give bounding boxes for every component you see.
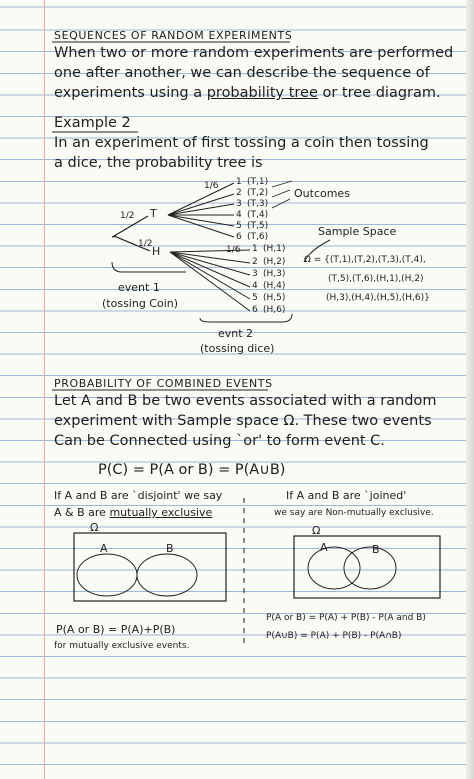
outcome-t2: (T,2) bbox=[247, 188, 269, 198]
mutually-exclusive-term: mutually exclusive bbox=[109, 506, 213, 519]
venn-left-frame bbox=[74, 533, 226, 601]
combined-line-1: Let A and B be two events associated with a random bbox=[54, 393, 437, 409]
outcomes-pointer bbox=[272, 181, 292, 208]
venn-left-b bbox=[137, 554, 197, 596]
outcome-h4: (H,4) bbox=[263, 281, 286, 291]
intro-line-3-post: or tree diagram. bbox=[322, 85, 441, 101]
coin-label-t: T bbox=[150, 207, 157, 220]
joined-line-2: we say are Non-mutually exclusive. bbox=[274, 508, 434, 518]
intro-line-1: When two or more random experiments are performed bbox=[54, 45, 454, 61]
combined-line-2: experiment with Sample space Ω. These two events bbox=[54, 413, 432, 429]
t-face-4: 4 bbox=[236, 210, 242, 220]
intro-line-3-pre: experiments using a bbox=[54, 85, 203, 101]
outcome-h5: (H,5) bbox=[263, 293, 286, 303]
outcomes-label: Outcomes bbox=[294, 187, 350, 200]
intro-line-2: one after another, we can describe the sequence of bbox=[54, 65, 430, 81]
event2-desc: (tossing dice) bbox=[200, 342, 275, 355]
h-face-4: 4 bbox=[252, 281, 258, 291]
non-mutually-exclusive-formula-1: P(A or B) = P(A) + P(B) - P(A and B) bbox=[266, 613, 426, 623]
example-line-2: a dice, the probability tree is bbox=[54, 155, 263, 171]
event1-bracket bbox=[112, 262, 186, 272]
outcome-h1: (H,1) bbox=[263, 244, 286, 254]
event1-desc: (tossing Coin) bbox=[102, 297, 179, 310]
non-mutually-exclusive-formula-2: P(A∪B) = P(A) + P(B) - P(A∩B) bbox=[266, 631, 402, 641]
sample-space-line-1: Ω = {(T,1),(T,2),(T,3),(T,4), bbox=[304, 255, 426, 265]
h-face-5: 5 bbox=[252, 293, 258, 303]
probability-tree-term: probability tree bbox=[206, 85, 318, 101]
combined-formula: P(C) = P(A or B) = P(A∪B) bbox=[98, 462, 286, 478]
outcome-h6: (H,6) bbox=[263, 305, 286, 315]
prob-dice-h: 1/6 bbox=[226, 245, 241, 255]
venn-left-a-label: A bbox=[100, 542, 108, 555]
sample-space-line-2: (T,5),(T,6),(H,1),(H,2) bbox=[328, 274, 424, 284]
t-face-3: 3 bbox=[236, 199, 242, 209]
h-face-6: 6 bbox=[252, 305, 258, 315]
venn-right-b bbox=[344, 547, 396, 589]
prob-coin-t: 1/2 bbox=[120, 211, 135, 221]
mutually-exclusive-formula: P(A or B) = P(A)+P(B) bbox=[56, 623, 176, 636]
disjoint-line-2-pre: A & B are bbox=[54, 506, 106, 519]
section-heading-sequences: SEQUENCES OF RANDOM EXPERIMENTS bbox=[54, 29, 293, 42]
outcome-t3: (T,3) bbox=[247, 199, 269, 209]
section-heading-combined: PROBABILITY OF COMBINED EVENTS bbox=[54, 377, 273, 390]
venn-right-omega: Ω bbox=[312, 524, 321, 537]
t-branches bbox=[168, 183, 234, 237]
example-line-1: In an experiment of first tossing a coin then tossing bbox=[54, 135, 429, 151]
mutually-exclusive-note: for mutually exclusive events. bbox=[54, 641, 190, 651]
outcome-t1: (T,1) bbox=[247, 177, 269, 187]
outcome-t5: (T,5) bbox=[247, 221, 269, 231]
intro-line-3 bbox=[54, 86, 441, 101]
joined-line-1: If A and B are `joined' bbox=[286, 489, 407, 502]
outcome-h2: (H,2) bbox=[263, 257, 286, 267]
prob-dice-t: 1/6 bbox=[204, 181, 219, 191]
h-branches bbox=[170, 250, 250, 311]
venn-left-a bbox=[77, 554, 137, 596]
example-title: Example 2 bbox=[54, 115, 131, 131]
venn-left-omega: Ω bbox=[90, 521, 99, 534]
venn-right-b-label: B bbox=[372, 543, 380, 556]
h-face-2: 2 bbox=[252, 257, 258, 267]
sample-space-line-3: (H,3),(H,4),(H,5),(H,6)} bbox=[326, 293, 430, 303]
h-face-1: 1 bbox=[252, 244, 258, 254]
event1-label: event 1 bbox=[118, 281, 160, 294]
coin-label-h: H bbox=[152, 245, 161, 258]
event2-label: evnt 2 bbox=[218, 327, 254, 340]
combined-line-3: Can be Connected using `or' to form event C. bbox=[54, 433, 385, 449]
h-face-3: 3 bbox=[252, 269, 258, 279]
event2-bracket bbox=[200, 314, 292, 322]
outcome-t4: (T,4) bbox=[247, 210, 269, 220]
t-face-1: 1 bbox=[236, 177, 242, 187]
sample-space-label: Sample Space bbox=[318, 225, 397, 238]
disjoint-line-1: If A and B are `disjoint' we say bbox=[54, 489, 223, 502]
outcome-h3: (H,3) bbox=[263, 269, 286, 279]
prob-coin-h: 1/2 bbox=[138, 239, 153, 249]
outcome-t6: (T,6) bbox=[247, 232, 269, 242]
disjoint-line-2 bbox=[54, 507, 212, 518]
t-face-6: 6 bbox=[236, 232, 242, 242]
venn-left-b-label: B bbox=[166, 542, 174, 555]
venn-right-a-label: A bbox=[320, 541, 328, 554]
t-face-2: 2 bbox=[236, 188, 242, 198]
t-face-5: 5 bbox=[236, 221, 242, 231]
